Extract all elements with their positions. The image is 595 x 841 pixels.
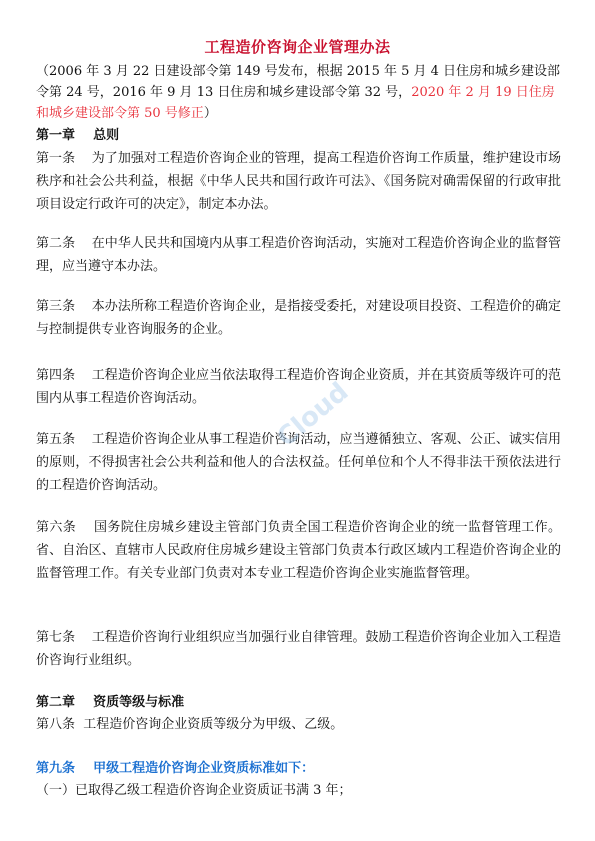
document-title: 工程造价咨询企业管理办法 xyxy=(204,38,391,56)
article-8: 第八条 工程造价咨询企业资质等级分为甲级、乙级。 xyxy=(36,717,344,732)
article-5: 第五条 工程造价咨询企业从事工程造价咨询活动，应当遵循独立、客观、公正、诚实信用的原则，不得损害社会公共利益和他人的合法权益。任何单位和个人不得非法干预依法进行的工程造价咨询活动。 xyxy=(36,432,561,493)
document-subtitle xyxy=(36,61,564,124)
article-6: 第六条 国务院住房城乡建设主管部门负责全国工程造价咨询企业的统一监督管理工作。省、自治区、直辖市人民政府住房城乡建设主管部门负责本行政区域内工程造价咨询企业的监督管理工作。有关专业部门负责对本专业工程造价咨询企业实施监督管理。 xyxy=(36,520,561,581)
article-9-item-1: （一）已取得乙级工程造价咨询企业资质证书满 3 年； xyxy=(36,783,352,798)
chapter-1-heading: 第一章 总则 xyxy=(36,128,120,143)
chapter-2-heading: 第二章 资质等级与标准 xyxy=(36,695,185,710)
subtitle-amendment: 2020 年 2 月 19 日住房和城乡建设部令第 50 号修正 xyxy=(36,85,555,121)
article-3: 第三条 本办法所称工程造价咨询企业，是指接受委托，对建设项目投资、工程造价的确定与控制提供专业咨询服务的企业。 xyxy=(36,299,561,337)
article-7: 第七条 工程造价咨询行业组织应当加强行业自律管理。鼓励工程造价咨询企业加入工程造价咨询行业组织。 xyxy=(36,630,561,668)
article-9-heading: 第九条 甲级工程造价咨询企业资质标准如下： xyxy=(36,761,315,776)
article-4: 第四条 工程造价咨询企业应当依法取得工程造价咨询企业资质，并在其资质等级许可的范围内从事工程造价咨询活动。 xyxy=(36,368,561,406)
subtitle-close: ） xyxy=(203,106,217,121)
article-1: 第一条 为了加强对工程造价咨询企业的管理，提高工程造价咨询工作质量，维护建设市场秩序和社会公共利益，根据《中华人民共和国行政许可法》、《国务院对确需保留的行政审批项目设定行政许可的决定》，制定本办法。 xyxy=(36,151,561,212)
subtitle-main: （2006 年 3 月 22 日建设部令第 149 号发布，根据 2015 年 5 月 4 日住房和城乡建设部令第 24 号，2016 年 9 月 13 日住房和城乡建设部令第 32 号， xyxy=(36,64,561,100)
article-2: 第二条 在中华人民共和国境内从事工程造价咨询活动，实施对工程造价咨询企业的监督管理，应当遵守本办法。 xyxy=(36,236,561,274)
watermark-logo: Cloud xyxy=(271,376,355,454)
